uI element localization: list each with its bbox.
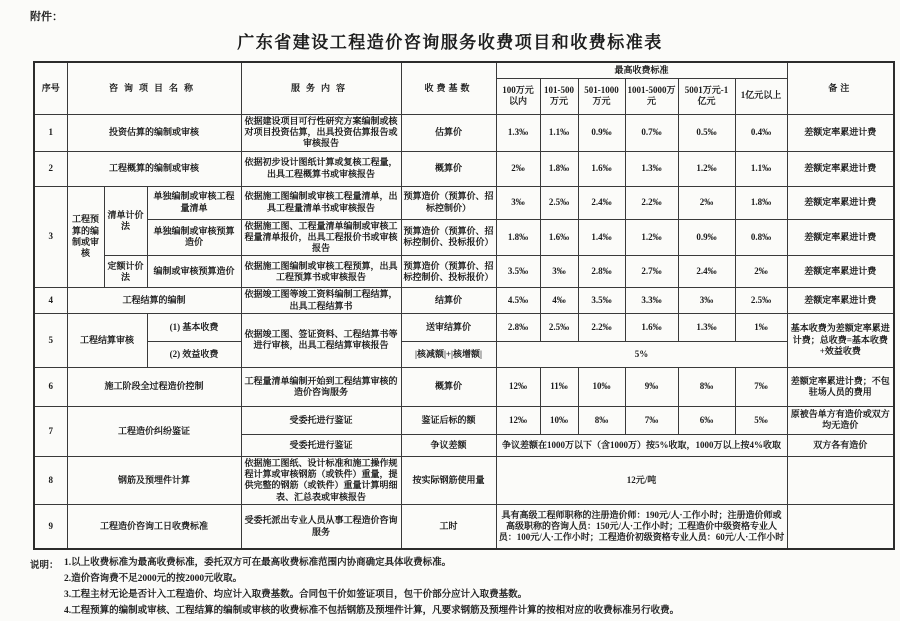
project-name-cell: 工程造价咨询工日收费标准 [67,504,241,549]
fee-cell: 6‰ [678,406,735,434]
fee-cell: 9‰ [625,367,678,406]
fee-base-cell: 预算造价（预算价、招标控制价、投标报价） [401,219,496,256]
notes-list [64,557,679,620]
service-cell: 受委托进行鉴证 [241,406,401,434]
fee-span-cell: 争议差额在1000万以下（含1000万）按5%收取，1000万以上按4%收取 [496,434,787,456]
header-range: 501-1000万元 [578,78,625,114]
fee-span-cell: 12元/吨 [496,456,787,504]
fee-cell: 2.8‰ [578,256,625,288]
seq-cell: 1 [34,114,67,151]
fee-cell: 2‰ [496,151,540,186]
attachment-label: 附件： [30,11,63,23]
fee-base-cell: 估算价 [401,114,496,151]
fee-cell: 8‰ [678,367,735,406]
fee-base-cell: |核减额|+|核增额| [401,341,496,367]
note-item: 4.工程预算的编制或审核、工程结算的编制或审核的收费标准不包括钢筋及预埋件计算，凡要求钢筋及预埋件计算的按相对应的收费标准另行收费。 [64,605,680,616]
fee-cell: 2‰ [678,186,735,219]
project-name-cell: 工程概算的编制或审核 [67,151,241,186]
fee-base-cell: 工时 [401,504,496,549]
fee-cell: 5‰ [735,406,787,434]
header-seq: 序号 [34,62,67,114]
fee-cell: 0.4‰ [735,114,787,151]
method-cell: 清单计价法 [104,186,147,256]
fee-base-cell: 鉴证后标的额 [401,406,496,434]
fee-cell: 1.6‰ [578,151,625,186]
service-cell: 受委托派出专业人员从事工程造价咨询服务 [241,504,401,549]
fee-cell: 0.9‰ [578,114,625,151]
method-cell: 定额计价法 [104,256,147,288]
fee-cell: 0.8‰ [735,219,787,256]
service-cell: 受委托进行鉴证 [241,434,401,456]
project-name-cell: 工程结算的编制 [67,288,241,314]
fee-cell: 2.2‰ [625,186,678,219]
fee-cell: 1.6‰ [540,219,578,256]
seq-cell: 2 [34,151,67,186]
fee-cell: 8‰ [578,406,625,434]
service-cell: 依据施工图编制或审核工程预算，出具工程预算书或审核报告 [241,256,401,288]
remark-cell: 双方各有造价 [787,434,894,456]
fee-cell: 2.8‰ [496,313,540,341]
service-cell: 依据施工图、工程量清单编制或审核工程量清单报价，出具工程报价书或审核报告 [241,219,401,256]
item-cell: 单独编制或审核预算造价 [147,219,241,256]
fee-cell: 1.1‰ [735,151,787,186]
remark-cell: 差额定率累进计费 [787,114,894,151]
remark-cell: 原被告单方有造价或双方均无造价 [787,406,894,434]
fee-cell: 1.3‰ [678,313,735,341]
note-item: 2.造价咨询费不足2000元的按2000元收取。 [64,574,243,585]
remark-cell: 差额定率累进计费 [787,256,894,288]
fee-cell: 1.2‰ [625,219,678,256]
remark-cell: 差额定率累进计费 [787,186,894,219]
header-range: 1001-5000万元 [625,78,678,114]
header-project-name: 咨询项目名称 [67,62,241,114]
header-range: 101-500万元 [540,78,578,114]
seq-cell: 9 [34,504,67,549]
service-cell: 依据初步设计图纸计算或复核工程量，出具工程概算书或审核报告 [241,151,401,186]
service-cell: 依据竣工图等竣工资料编制工程结算，出具工程结算书 [241,288,401,314]
service-cell: 依据施工图编制或审核工程量清单，出具工程量清单书或审核报告 [241,186,401,219]
fee-cell: 1.6‰ [625,313,678,341]
header-max-fee-standard: 最高收费标准 [496,62,787,78]
fee-cell: 1.4‰ [578,219,625,256]
service-cell: 依据竣工图、签证资料、工程结算书等进行审核，出具工程结算审核报告 [241,313,401,367]
header-remark: 备注 [787,62,894,114]
header-range: 1亿元以上 [735,78,787,114]
remark-cell: 基本收费为差额定率累进计费；总收费=基本收费+效益收费 [787,313,894,367]
fee-cell: 3.5‰ [496,256,540,288]
seq-cell: 7 [34,406,67,456]
fee-cell: 1.8‰ [540,151,578,186]
fee-base-cell: 概算价 [401,367,496,406]
fee-cell: 10‰ [540,406,578,434]
fee-cell: 3‰ [540,256,578,288]
fee-cell: 12‰ [496,367,540,406]
fee-cell: 7‰ [625,406,678,434]
fee-cell: 4.5‰ [496,288,540,314]
remark-cell: 差额定率累进计费 [787,288,894,314]
fee-cell: 1‰ [735,313,787,341]
fee-cell: 1.3‰ [625,151,678,186]
fee-cell: 2.5‰ [540,186,578,219]
header-service: 服务内容 [241,62,401,114]
project-name-cell: 工程造价纠纷鉴证 [67,406,241,456]
fee-cell: 1.8‰ [735,186,787,219]
fee-cell: 3‰ [678,288,735,314]
service-cell: 依据施工图纸、设计标准和施工操作规程计算或审核钢筋（或铁件）重量，提供完整的钢筋（或铁件）重量计算明细表、汇总表或审核报告 [241,456,401,504]
fee-cell: 7‰ [735,367,787,406]
fee-cell: 0.9‰ [678,219,735,256]
fee-cell: 2.2‰ [578,313,625,341]
item-cell: 单独编制或审核工程量清单 [147,186,241,219]
fee-base-cell: 送审结算价 [401,313,496,341]
fee-base-cell: 预算造价（预算价、招标控制价） [401,186,496,219]
fee-cell: 12‰ [496,406,540,434]
notes-section [30,557,900,620]
remark-cell [787,504,894,549]
fee-span-cell: 5% [496,341,787,367]
remark-cell: 差额定率累进计费 [787,219,894,256]
fee-cell: 3.3‰ [625,288,678,314]
header-fee-base: 收费基数 [401,62,496,114]
fee-cell: 2.7‰ [625,256,678,288]
item-cell: (1) 基本收费 [147,313,241,341]
remark-cell [787,456,894,504]
fee-cell: 4‰ [540,288,578,314]
fee-cell: 1.8‰ [496,219,540,256]
fee-cell: 0.5‰ [678,114,735,151]
fee-base-cell: 按实际钢筋使用量 [401,456,496,504]
project-group-cell: 工程预算的编制或审核 [67,186,104,288]
fee-cell: 10‰ [578,367,625,406]
fee-cell: 3‰ [496,186,540,219]
fee-cell: 2.4‰ [678,256,735,288]
fee-cell: 2.4‰ [578,186,625,219]
remark-cell: 差额定率累进计费；不包驻场人员的费用 [787,367,894,406]
fee-cell: 1.2‰ [678,151,735,186]
fee-cell: 1.1‰ [540,114,578,151]
seq-cell: 4 [34,288,67,314]
seq-cell: 6 [34,367,67,406]
project-name-cell: 投资估算的编制或审核 [67,114,241,151]
fee-base-cell: 预算造价（预算价、招标控制价、投标报价） [401,256,496,288]
seq-cell: 5 [34,313,67,367]
seq-cell: 3 [34,186,67,288]
service-cell: 依据建设项目可行性研究方案编制或核对项目投资估算，出具投资估算报告或审核报告 [241,114,401,151]
note-item: 3.工程主材无论是否计入工程造价、均应计入取费基数。合同包干价如签证项目，包干价部分应计入取费基数。 [64,589,528,600]
item-cell: (2) 效益收费 [147,341,241,367]
project-name-cell: 工程结算审核 [67,313,147,367]
fee-cell: 1.3‰ [496,114,540,151]
project-name-cell: 钢筋及预埋件计算 [67,456,241,504]
item-cell: 编制或审核预算造价 [147,256,241,288]
fee-base-cell: 概算价 [401,151,496,186]
header-range: 5001万元-1亿元 [678,78,735,114]
fee-standards-table [33,61,895,550]
fee-cell: 0.7‰ [625,114,678,151]
fee-cell: 3.5‰ [578,288,625,314]
fee-span-cell: 具有高级工程师职称的注册造价师：190元/人·工作小时；注册造价师或高级职称的咨询人员：150元/人·工作小时；工程造价中级资格专业人员：100元/人·工作小时；工程造价初级资格专业人员：60元/人·工作小时 [496,504,787,549]
notes-label: 说明： [30,561,59,572]
project-name-cell: 施工阶段全过程造价控制 [67,367,241,406]
note-item: 1.以上收费标准为最高收费标准，委托双方可在最高收费标准范围内协商确定具体收费标准。 [64,558,452,569]
fee-cell: 2.5‰ [735,288,787,314]
fee-base-cell: 争议差额 [401,434,496,456]
fee-cell: 11‰ [540,367,578,406]
fee-base-cell: 结算价 [401,288,496,314]
remark-cell: 差额定率累进计费 [787,151,894,186]
header-range: 100万元以内 [496,78,540,114]
seq-cell: 8 [34,456,67,504]
page-title: 广东省建设工程造价咨询服务收费项目和收费标准表 [237,33,663,52]
fee-cell: 2.5‰ [540,313,578,341]
fee-cell: 2‰ [735,256,787,288]
service-cell: 工程量清单编制开始到工程结算审核的造价咨询服务 [241,367,401,406]
